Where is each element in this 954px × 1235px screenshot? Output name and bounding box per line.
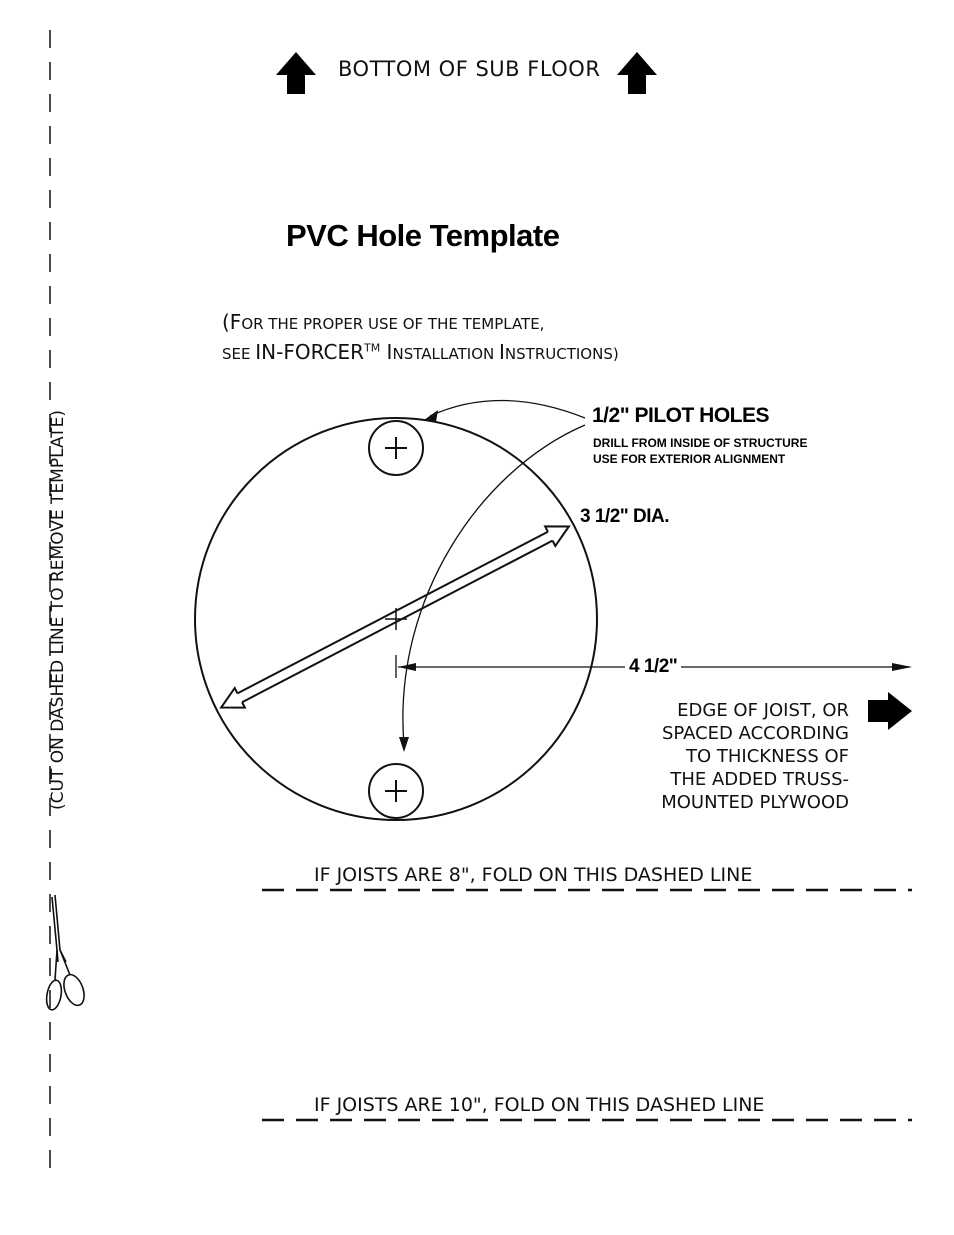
cut-instruction-label: (CUT ON DASHED LINE TO REMOVE TEMPLATE)	[48, 409, 68, 810]
fold-label-10-inch: IF JOISTS ARE 10", FOLD ON THIS DASHED LINE	[314, 1094, 765, 1116]
usage-note-line-1	[222, 310, 544, 334]
right-arrow-icon	[868, 692, 912, 730]
note-text: NSTALLATION	[392, 345, 500, 363]
diameter-arrow	[216, 517, 574, 718]
usage-note-line-2	[222, 340, 619, 364]
bottom-of-subfloor-label: BOTTOM OF SUB FLOOR	[338, 57, 601, 81]
edge-note-line: SPACED ACCORDING	[661, 723, 849, 744]
edge-note-line: THE ADDED TRUSS-	[670, 769, 849, 790]
diameter-label: 3 1/2" DIA.	[580, 506, 670, 527]
brand-name: IN-FORCER	[255, 340, 364, 364]
pilot-holes-instruction-2: USE FOR EXTERIOR ALIGNMENT	[593, 452, 786, 466]
note-text: NSTRUCTIONS)	[504, 345, 619, 363]
pilot-hole-top	[369, 421, 423, 475]
pilot-leader	[399, 400, 585, 752]
edge-note-line: MOUNTED PLYWOOD	[661, 792, 849, 813]
note-text: I	[380, 340, 393, 364]
trademark-mark: TM	[363, 341, 381, 355]
edge-note-line: TO THICKNESS OF	[685, 746, 849, 767]
page-title: PVC Hole Template	[286, 218, 560, 253]
note-text: SEE	[222, 345, 256, 363]
edge-note-line: EDGE OF JOIST, OR	[677, 700, 849, 721]
pilot-holes-label: 1/2" PILOT HOLES	[592, 404, 769, 427]
pilot-holes-instruction-1: DRILL FROM INSIDE OF STRUCTURE	[593, 436, 808, 450]
up-arrow-icon	[276, 52, 316, 94]
up-arrow-icon	[617, 52, 657, 94]
note-text: (F	[222, 310, 242, 334]
note-text: OR THE PROPER USE OF THE TEMPLATE,	[241, 315, 545, 333]
spacing-label: 4 1/2"	[625, 656, 681, 678]
fold-label-8-inch: IF JOISTS ARE 8", FOLD ON THIS DASHED LINE	[314, 864, 753, 886]
pilot-hole-bottom	[369, 764, 423, 818]
scissors-icon	[45, 895, 88, 1011]
note-text: I	[499, 340, 505, 364]
